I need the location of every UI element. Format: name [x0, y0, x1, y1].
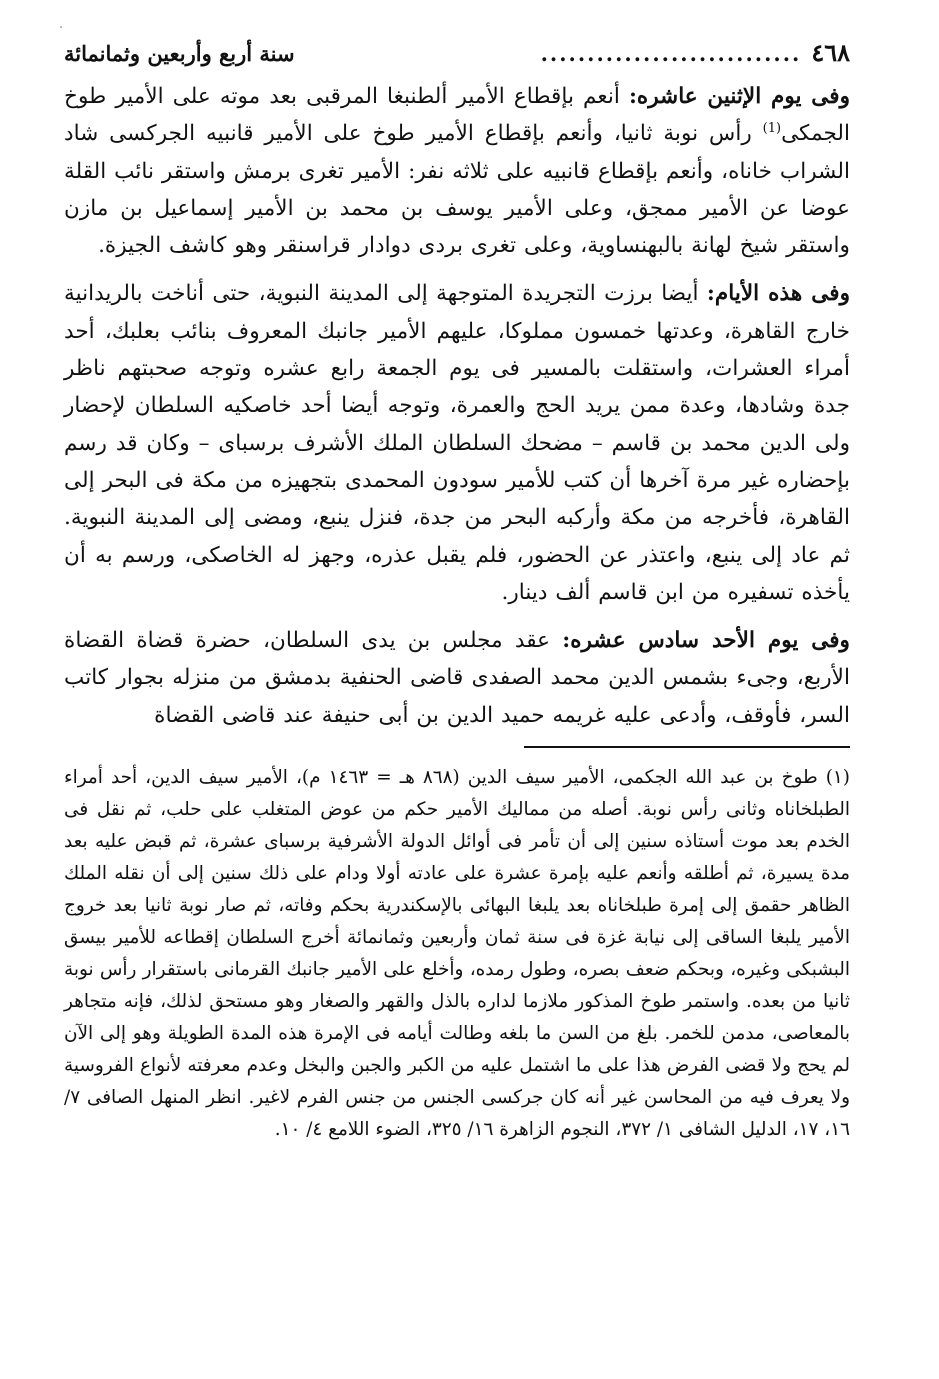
margin-speck: [60, 26, 62, 28]
paragraph-text: أنعم بإقطاع الأمير ألطنبغا المرقبى بعد موته على الأمير طوخ الجمكى: [64, 84, 850, 147]
paragraph-text: عقد مجلس بن يدى السلطان، حضرة قضاة القضاة الأربع، وجىء بشمس الدين محمد الصفدى قاضى الحنفية بدمشق من منزله بجوار كاتب السر، فأوقف، وأدعى عليه غريمه حميد الدين بن أبى حنيفة عند قاضى القضاة: [64, 628, 850, 728]
paragraph-monday-tenth: [64, 78, 850, 264]
book-page: [64, 38, 850, 1358]
paragraph-lead: وفى هذه الأيام:: [706, 281, 850, 307]
footnote-separator: [524, 746, 850, 748]
page-number: ٤٦٨: [811, 38, 850, 67]
paragraph-lead: وفى يوم الأحد سادس عشره:: [562, 628, 850, 654]
paragraph-these-days: [64, 275, 850, 611]
page-header: [64, 38, 850, 78]
paragraph-text: رأس نوبة ثانيا، وأنعم بإقطاع الأمير طوخ على الأمير قانبيه الجركسى شاد الشراب خاناه، وأنعم بإقطاع قانبيه على ثلاثه نفر: الأمير تغرى برمش واستقر نائب القلة عوضا عن الأمير ممجق، وعلى الأمير يوسف بن محمد بن الأمير إسماعيل بن مازن واستقر شيخ لهانة بالبهنساوية، وعلى تغرى بردى دوادار قراسنقر وهو كاشف الجيزة.: [64, 121, 850, 259]
running-title: سنة أربع وأربعين وثمانمائة: [64, 41, 295, 66]
main-text: [64, 78, 850, 734]
header-leader-dots: ............................: [540, 41, 802, 66]
paragraph-lead: وفى يوم الإثنين عاشره:: [628, 84, 851, 109]
paragraph-sunday-sixteenth: [64, 622, 850, 734]
footnote-reference[interactable]: (1): [762, 121, 782, 137]
paragraph-text: أيضا برزت التجريدة المتوجهة إلى المدينة النبوية، حتى أناخت بالريدانية خارج القاهرة، وعدتها خمسون مملوكا، عليهم الأمير جانبك المعروف بنائب بعلبك، أحد أمراء العشرات، واستقلت بالمسير فى يوم الجمعة رابع عشره وتوجه صحبتهم ناظر جدة وشادها، وعدة ممن يريد الحج والعمرة، وتوجه أيضا أحد خاصكيه السلطان لإحضار ولى الدين محمد بن قاسم – مضحك السلطان الملك الأشرف برسباى – وكان قد رسم بإحضاره غير مرة آخرها أن كتب للأمير سودون المحمدى بتجهيزه من مكة فى البحر إلى القاهرة، فأخرجه من مكة وأركبه البحر من جدة، فنزل ينبع، ومضى إلى المدينة النبوية. ثم عاد إلى ينبع، واعتذر عن الحضور، فلم يقبل عذره، وجهز له الخاصكى، ورسم به أن يأخذه تسفيره من ابن قاسم ألف دينار.: [64, 281, 850, 605]
footnote: (١) طوخ بن عبد الله الجكمى، الأمير سيف الدين (٨٦٨ هـ = ١٤٦٣ م)، الأمير سيف الدين، أحد أمراء الطبلخاناه وثانى رأس نوبة. أصله من مماليك الأمير حكم من عوض المتغلب على حلب، ثم نقل فى الخدم بعد موت أستاذه سنين إلى أن تأمر فى أوائل الدولة الأشرفية برسباى عشرة، ثم قبض عليه بعد مدة يسيرة، ثم أطلقه وأنعم عليه بإمرة عشرة على عادته أولا ودام على ذلك سنين إلى أن نقله الملك الظاهر حقمق إلى إمرة طبلخاناه بعد يلبغا البهائى بالإسكندرية بحكم وفاته، ثم صار نوبة ثانيا بعد خروج الأمير يلبغا الساقى إلى نيابة غزة فى سنة ثمان وأربعين وثمانمائة أخرج السلطان إقطاعه للأمير بيسق البشبكى وغيره، وبحكم ضعف بصره، وطول رمده، وأخلع على الأمير جانبك القرمانى باستقرار رأس نوبة ثانيا من بعده. واستمر طوخ المذكور ملازما لداره بالذل والقهر والصغار وهو مستحق لذلك، فإنه متجاهر بالمعاصى، مدمن للخمر. بلغ من السن ما بلغه وطالت أيامه فى الإمرة هذه المدة الطويلة وهو إلى الآن لم يحج ولا قضى الفرض هذا على ما اشتمل عليه من الكبر والجبن والبخل وعدم معرفته لأنواع الفروسية ولا يعرف فيه من المحاسن غير أنه كان جركسى الجنس من جنس الفرم لاغير. انظر المنهل الصافى ٧/ ١٦، ١٧، الدليل الشافى ١/ ٣٧٢، النجوم الزاهرة ١٦/ ٣٢٥، الضوء اللامع ٤/ ١٠.: [64, 767, 850, 1141]
